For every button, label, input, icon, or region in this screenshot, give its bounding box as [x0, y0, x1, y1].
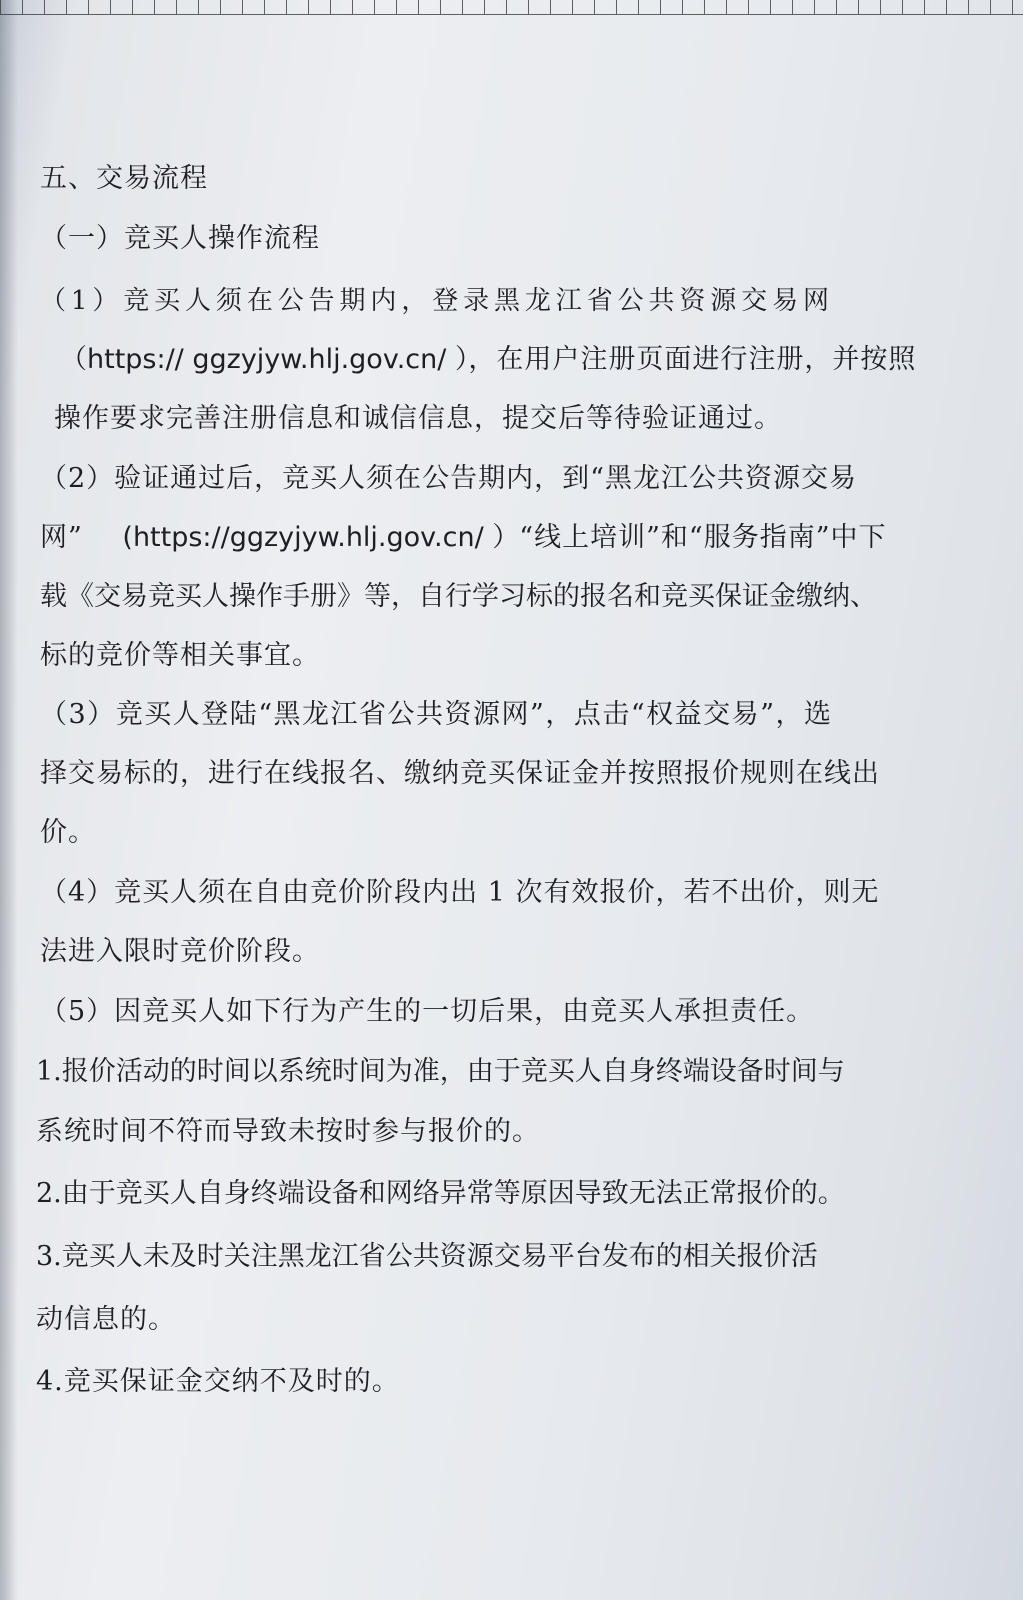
item-3-line-1: 3.竞买人未及时关注黑龙江省公共资源交易平台发布的相关报价活: [36, 1241, 818, 1272]
paragraph-2-line-2-start: 网”: [40, 522, 83, 553]
training-url: (https://ggzyjyw.hlj.gov.cn/ ）: [122, 522, 520, 553]
item-3-line-2: 动信息的。: [36, 1304, 176, 1335]
item-1-line-2: 系统时间不符而导致未按时参与报价的。: [36, 1116, 540, 1147]
item-4-line-1: 4.竞买保证金交纳不及时的。: [36, 1366, 400, 1397]
page-edge-shadow: [0, 0, 18, 1600]
paragraph-1-line-1: （1）竞买人须在公告期内，登录黑龙江省公共资源交易网: [40, 286, 830, 316]
top-ruler-marks: [0, 0, 1023, 15]
subsection-heading: （一）竞买人操作流程: [40, 223, 320, 254]
paragraph-3-line-1: （3）竞买人登陆“黑龙江省公共资源网”，点击“权益交易”，选: [40, 699, 832, 730]
paragraph-2-line-1: （2）验证通过后，竞买人须在公告期内，到“黑龙江公共资源交易: [40, 463, 857, 494]
section-heading: 五、交易流程: [40, 163, 208, 194]
paragraph-4-line-1: （4）竞买人须在自由竞价阶段内出 1 次有效报价，若不出价，则无: [40, 877, 880, 908]
paragraph-4-line-2: 法进入限时竞价阶段。: [40, 936, 320, 967]
paragraph-5-line-1: （5）因竞买人如下行为产生的一切后果，由竞买人承担责任。: [40, 996, 815, 1027]
paragraph-3-line-3: 价。: [40, 817, 96, 848]
paragraph-1-line-2: [60, 343, 917, 377]
paragraph-3-line-2: 择交易标的，进行在线报名、缴纳竞买保证金并按照报价规则在线出: [40, 758, 880, 789]
paragraph-2-line-3: 载《交易竞买人操作手册》等，自行学习标的报名和竞买保证金缴纳、: [40, 581, 877, 612]
registration-url: （https:// ggzyjyw.hlj.gov.cn/ ）: [60, 344, 469, 375]
paragraph-2-line-2: [40, 521, 887, 555]
paragraph-1-line-3: 操作要求完善注册信息和诚信信息，提交后等待验证通过。: [54, 403, 782, 434]
paragraph-1-line-2-rest: ，在用户注册页面进行注册，并按照: [468, 344, 917, 375]
item-2-line-1: 2.由于竞买人自身终端设备和网络异常等原因导致无法正常报价的。: [36, 1178, 845, 1209]
item-1-line-1: 1.报价活动的时间以系统时间为准，由于竞买人自身终端设备时间与: [36, 1056, 845, 1087]
paragraph-2-line-4: 标的竞价等相关事宜。: [40, 640, 320, 671]
paragraph-2-line-2-rest: “线上培训”和“服务指南”中下: [519, 522, 887, 553]
